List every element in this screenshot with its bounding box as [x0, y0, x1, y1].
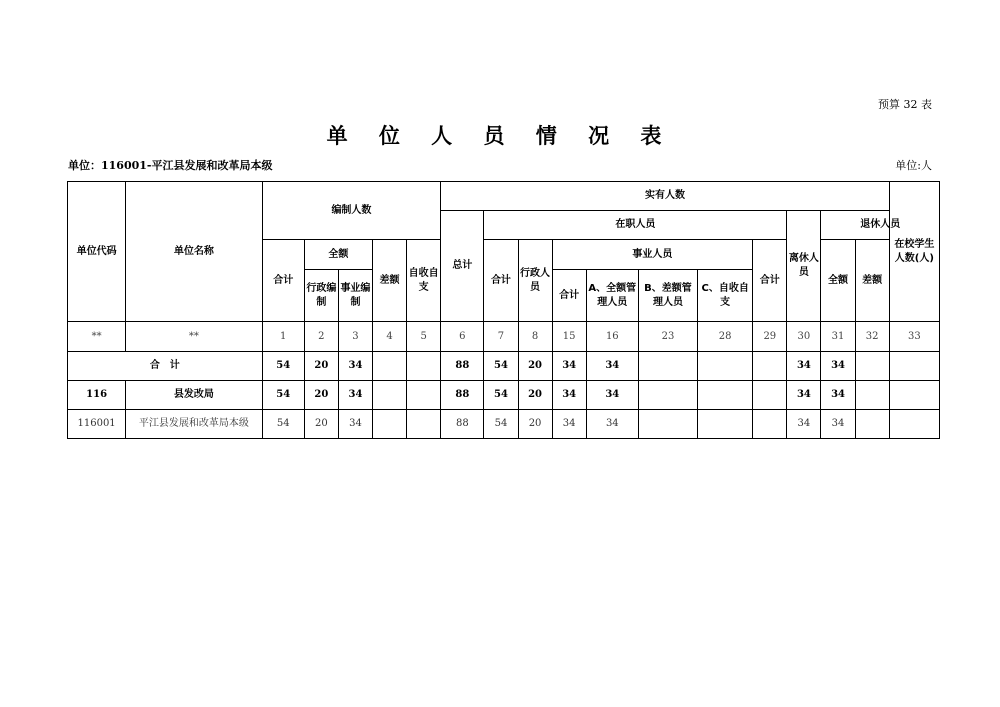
cell: 20 [518, 410, 552, 439]
unit-measure: 单位:人 [895, 159, 932, 172]
cell [407, 410, 441, 439]
header-sy-total: 总计 [441, 211, 484, 322]
header-tx-total: 合计 [753, 240, 787, 322]
header-name: 单位名称 [126, 182, 262, 322]
cell: 34 [821, 352, 855, 381]
cell [373, 381, 407, 410]
cell: 20 [304, 381, 338, 410]
index-cell: 15 [552, 322, 586, 352]
cell: 34 [586, 381, 638, 410]
table-row [68, 381, 940, 410]
index-cell: 16 [586, 322, 638, 352]
header-tuixiu: 退休人员 [821, 211, 940, 240]
cell [638, 381, 697, 410]
cell: 54 [484, 381, 518, 410]
cell [753, 381, 787, 410]
index-cell: 7 [484, 322, 518, 352]
cell [753, 410, 787, 439]
header-bz-cha: 差额 [373, 240, 407, 322]
cell [889, 381, 939, 410]
cell [753, 352, 787, 381]
header-bz-shiye: 事业编制 [338, 270, 372, 322]
unit-label: 单位：116001-平江县发展和改革局本级 [68, 159, 273, 172]
cell [889, 352, 939, 381]
cell: 54 [262, 381, 304, 410]
cell: 88 [441, 410, 484, 439]
header-bz-zishou: 自收自支 [407, 240, 441, 322]
cell [698, 410, 753, 439]
cell: 20 [518, 381, 552, 410]
personnel-table [67, 181, 940, 439]
index-cell: 33 [889, 322, 939, 352]
header-bz-total: 合计 [262, 240, 304, 322]
index-cell: 32 [855, 322, 889, 352]
cell [373, 410, 407, 439]
index-cell: 8 [518, 322, 552, 352]
header-bz-xingzheng: 行政编制 [304, 270, 338, 322]
cell [373, 352, 407, 381]
cell: 34 [787, 410, 821, 439]
index-cell: 2 [304, 322, 338, 352]
cell [855, 352, 889, 381]
total-label: 合 计 [68, 352, 263, 381]
cell: 34 [586, 410, 638, 439]
cell: 20 [304, 352, 338, 381]
header-sy-a: A、全额管理人员 [586, 270, 638, 322]
cell [638, 352, 697, 381]
row-name: 县发改局 [126, 381, 262, 410]
cell: 34 [552, 381, 586, 410]
cell: 54 [484, 410, 518, 439]
header-shiyou: 实有人数 [441, 182, 889, 211]
cell: 34 [552, 352, 586, 381]
header-zz-xingzheng: 行政人员 [518, 240, 552, 322]
cell [407, 381, 441, 410]
cell [698, 381, 753, 410]
cell: 34 [586, 352, 638, 381]
cell: 34 [338, 381, 372, 410]
index-cell: 1 [262, 322, 304, 352]
table-row [68, 352, 940, 381]
header-sy-c: C、自收自支 [698, 270, 753, 322]
form-number: 预算 32 表 [878, 98, 932, 111]
index-cell: ** [126, 322, 262, 352]
index-cell: 5 [407, 322, 441, 352]
header-tx-cha: 差额 [855, 240, 889, 322]
cell: 34 [821, 381, 855, 410]
row-name: 平江县发展和改革局本级 [126, 410, 262, 439]
cell: 34 [552, 410, 586, 439]
cell: 20 [304, 410, 338, 439]
index-cell: ** [68, 322, 126, 352]
header-bianzhi: 编制人数 [262, 182, 441, 240]
cell: 54 [262, 352, 304, 381]
header-bz-quan: 全额 [304, 240, 372, 270]
index-cell: 3 [338, 322, 372, 352]
index-cell: 23 [638, 322, 697, 352]
cell: 34 [821, 410, 855, 439]
header-zz-shiye: 事业人员 [552, 240, 753, 270]
row-code: 116001 [68, 410, 126, 439]
cell [698, 352, 753, 381]
cell [855, 410, 889, 439]
cell: 54 [262, 410, 304, 439]
cell: 20 [518, 352, 552, 381]
header-sy-b: B、差额管理人员 [638, 270, 697, 322]
index-cell: 6 [441, 322, 484, 352]
header-sy-total2: 合计 [552, 270, 586, 322]
index-cell: 28 [698, 322, 753, 352]
index-cell: 30 [787, 322, 821, 352]
header-zz-total: 合计 [484, 240, 518, 322]
cell [855, 381, 889, 410]
header-row-1 [68, 182, 940, 211]
cell: 34 [338, 410, 372, 439]
header-lixiu: 离休人员 [787, 211, 821, 322]
header-zaizhi: 在职人员 [484, 211, 787, 240]
index-row [68, 322, 940, 352]
table-row [68, 410, 940, 439]
header-tx-quan: 全额 [821, 240, 855, 322]
cell [889, 410, 939, 439]
cell [407, 352, 441, 381]
header-zaixiao: 在校学生人数(人) [889, 182, 939, 322]
index-cell: 29 [753, 322, 787, 352]
row-code: 116 [68, 381, 126, 410]
cell: 34 [787, 352, 821, 381]
cell: 88 [441, 381, 484, 410]
header-code: 单位代码 [68, 182, 126, 322]
cell: 88 [441, 352, 484, 381]
index-cell: 31 [821, 322, 855, 352]
cell: 54 [484, 352, 518, 381]
page-title: 单 位 人 员 情 况 表 [326, 124, 674, 148]
cell [638, 410, 697, 439]
cell: 34 [338, 352, 372, 381]
index-cell: 4 [373, 322, 407, 352]
cell: 34 [787, 381, 821, 410]
